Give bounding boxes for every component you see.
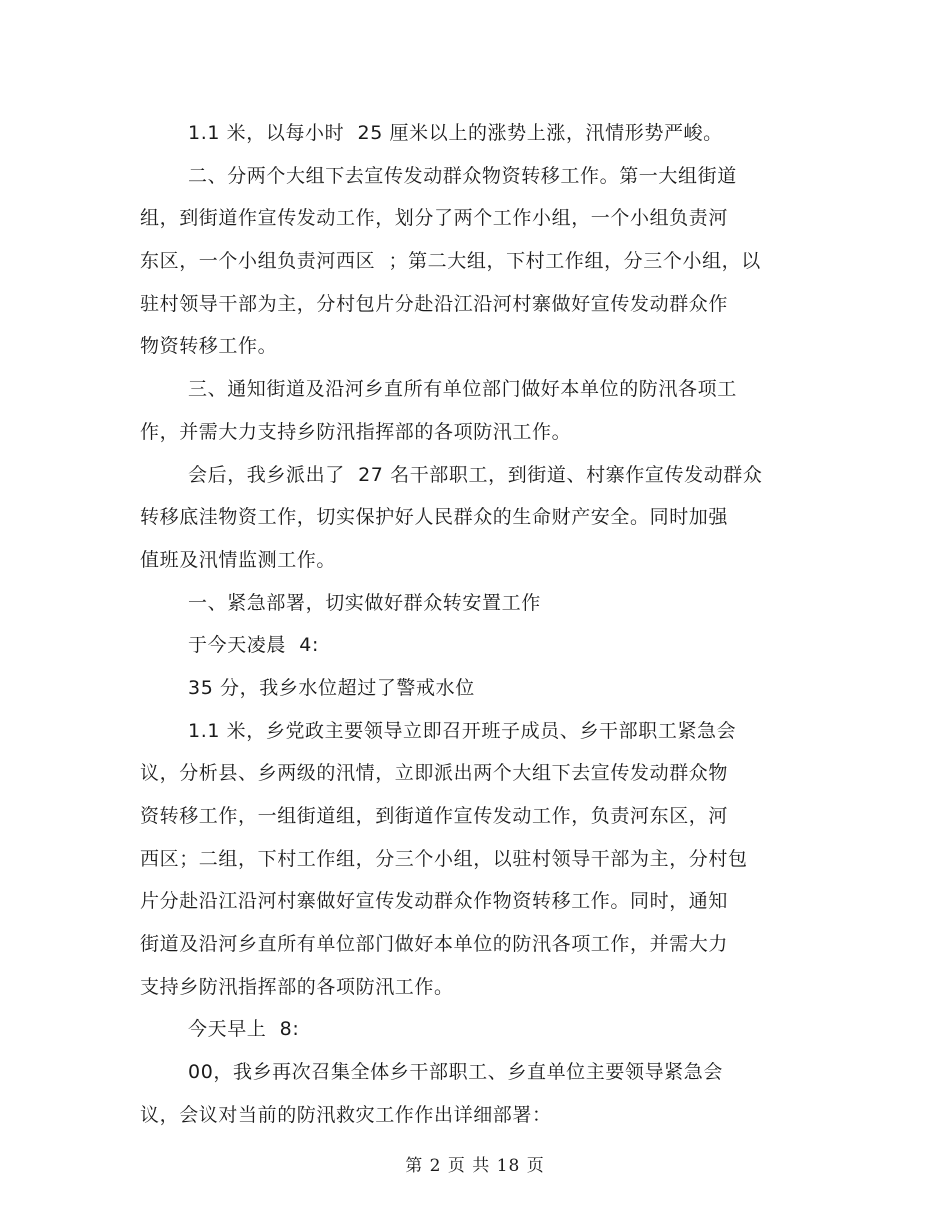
text-line: 议，分析县、乡两级的汛情，立即派出两个大组下去宣传发动群众物 [140,762,729,785]
text-line: 会后，我乡派出了 27 名干部职工，到街道、村寨作宣传发动群众 [188,463,763,486]
text-line: 作，并需大力支持乡防汛指挥部的各项防汛工作。 [140,420,572,443]
text-line: 片分赴沿江沿河村寨做好宣传发动群众作物资转移工作。同时，通知 [140,890,729,913]
text-line: 东区，一个小组负责河西区 ；第二大组，下村工作组，分三个小组，以 [140,250,761,273]
text-line: 35 分，我乡水位超过了警戒水位 [188,676,475,699]
document-body [140,112,800,1137]
text-line: 转移底洼物资工作，切实保护好人民群众的生命财产安全。同时加强 [140,506,729,529]
page-number-footer: 第 2 页 共 18 页 [405,1156,545,1176]
text-line: 西区；二组，下村工作组，分三个小组，以驻村领导干部为主，分村包 [140,847,748,870]
text-line: 值班及汛情监测工作。 [140,548,337,571]
text-line: 组，到街道作宣传发动工作，划分了两个工作小组，一个小组负责河 [140,207,729,230]
text-line: 二、分两个大组下去宣传发动群众物资转移工作。第一大组街道 [188,164,737,187]
text-line: 物资转移工作。 [140,335,278,358]
text-line: 于今天凌晨 4: [188,634,319,657]
text-line: 支持乡防汛指挥部的各项防汛工作。 [140,975,454,998]
text-line: 一、紧急部署，切实做好群众转安置工作 [188,591,541,614]
text-line: 今天早上 8: [188,1018,300,1041]
text-line: 00，我乡再次召集全体乡干部职工、乡直单位主要领导紧急会 [188,1061,723,1084]
text-line: 街道及沿河乡直所有单位部门做好本单位的防汛各项工作，并需大力 [140,933,729,956]
text-line: 资转移工作，一组街道组，到街道作宣传发动工作，负责河东区，河 [140,805,729,827]
text-line: 1.1 米，以每小时 25 厘米以上的涨势上涨，汛情形势严峻。 [188,122,723,144]
text-line: 三、通知街道及沿河乡直所有单位部门做好本单位的防汛各项工 [188,378,737,401]
text-line: 1.1 米，乡党政主要领导立即召开班子成员、乡干部职工紧急会 [188,719,737,742]
text-line: 议，会议对当前的防汛救灾工作作出详细部署： [140,1103,552,1126]
text-line: 驻村领导干部为主，分村包片分赴沿江沿河村寨做好宣传发动群众作 [140,292,729,315]
